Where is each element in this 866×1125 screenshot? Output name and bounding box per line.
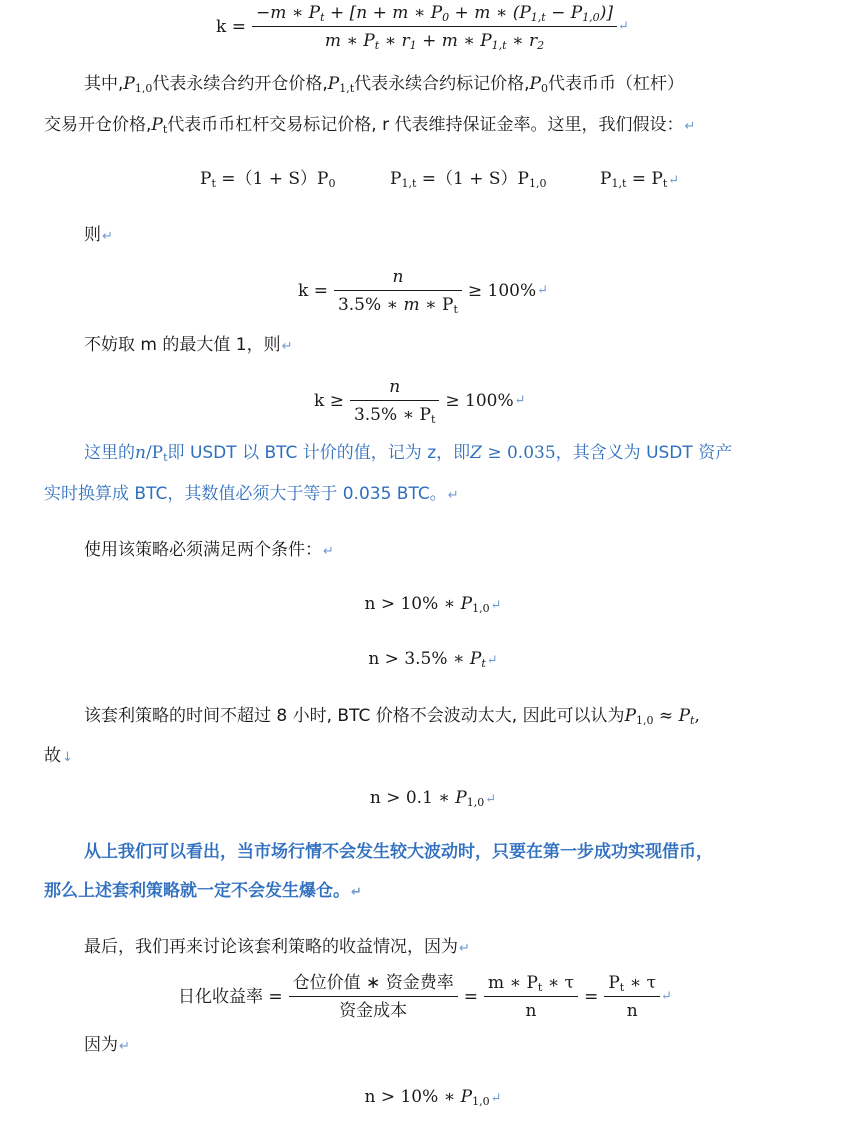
para-definitions-line2: 交易开仓价格$,P_t$代表币币杠杆交易标记价格, r 代表维持保证金率。这里，我们假设：↵	[44, 115, 696, 136]
text-final-intro: 最后，我们再来讨论该套利策略的收益情况，因为↵	[84, 937, 470, 957]
para-time-line1: 该套利策略的时间不超过 8 小时, BTC 价格不会波动太大, 因此可以认为$P_{1,0} \approx P_t$,	[84, 706, 700, 727]
return-mark-icon: ↵	[119, 1039, 130, 1054]
return-mark-icon: ↓	[62, 750, 73, 765]
return-mark-icon: ↵	[447, 488, 459, 503]
return-mark-icon: ↵	[323, 544, 334, 559]
equation-k-3: k ≥ $\frac{n}{3.5\% ∗ P_t}$ ≥ 100% ↵	[314, 377, 526, 426]
eq-k-numerator: −m ∗ $P_t + [n + m$ ∗ $P_0 + m$ ∗ $(P_{1,t} - P_{1,0})$]	[252, 2, 617, 27]
eq-k-denominator: m ∗ $P_t$ ∗ $r_1 + m$ ∗ $P_{1,t}$ ∗ $r_2$	[324, 31, 545, 52]
return-mark-icon: ↵	[486, 653, 498, 668]
para-time-line2: 故↓	[44, 746, 73, 766]
para-definitions-line1: 其中$,P_{1,0}$代表永续合约开仓价格$,P_{1,t}$代表永续合约标记价格$,P_0$代表币币（杠杆）	[84, 74, 684, 95]
condition-2: n > 3.5% ∗ $P_t↵$	[368, 649, 498, 670]
return-mark-icon: ↵	[351, 885, 362, 900]
return-mark-icon: ↵	[684, 119, 696, 134]
text-because: 因为↵	[84, 1035, 130, 1055]
return-mark-icon: ↵	[281, 339, 293, 354]
text-take-m: 不妨取 m 的最大值 1，则↵	[84, 335, 293, 355]
return-mark-icon: ↵	[102, 229, 113, 244]
conclusion-line2: 那么上述套利策略就一定不会发生爆仓。↵	[44, 881, 362, 901]
condition-3: n > 0.1 ∗ $P_{1,0}↵$	[369, 788, 497, 809]
return-mark-icon: ↵	[514, 393, 526, 408]
blue-para-line1: 这里的$n/P_t$即 USDT 以 BTC 计价的值，记为 z，即Z ≥ 0.035，其含义为 USDT 资产	[84, 443, 733, 464]
return-mark-icon: ↵	[668, 173, 680, 188]
return-mark-icon: ↵	[490, 1091, 502, 1106]
assumption-2: $P_{1,t} =(1 + S)P_{1,0}$	[390, 169, 547, 190]
conclusion-line1: 从上我们可以看出，当市场行情不会发生较大波动时，只要在第一步成功实现借币，	[84, 842, 713, 862]
condition-1: n > 10% ∗ $P_{1,0}↵$	[364, 594, 502, 615]
equation-k-main	[216, 2, 629, 52]
return-mark-icon: ↵	[661, 989, 672, 1004]
assumption-3: $P_{1,t}$ = $P_t↵$	[600, 169, 680, 190]
text-conditions-intro: 使用该策略必须满足两个条件：↵	[84, 540, 334, 560]
eq-k-lhs: k =	[216, 17, 246, 37]
equation-daily-yield: 日化收益率 = $\frac{\text{仓位价值 ∗ 资金费率}}{\text{资金成本}}$ = $\frac{m ∗ P_t ∗ \tau}{n}$ = $\frac{P_t ∗ \tau}{n}$ ↵	[178, 973, 672, 1021]
return-mark-icon: ↵	[459, 941, 470, 956]
condition-last: n > 10% ∗ $P_{1,0}↵$	[364, 1087, 502, 1108]
assumption-1: $P_t =(1 + S)P_0$	[200, 169, 336, 190]
return-mark-icon: ↵	[485, 792, 497, 807]
return-mark-icon: ↵	[490, 598, 502, 613]
blue-para-line2: 实时换算成 BTC，其数值必须大于等于 0.035 BTC。↵	[44, 484, 459, 504]
eq-k-fraction	[252, 2, 617, 52]
return-mark-icon: ↵	[537, 283, 549, 298]
text-then-1: 则↵	[84, 225, 113, 245]
equation-k-2: k = $\frac{n}{3.5\% ∗ m ∗ P_t}$ ≥ 100% ↵	[298, 267, 549, 316]
return-mark-icon: ↵	[617, 19, 629, 34]
